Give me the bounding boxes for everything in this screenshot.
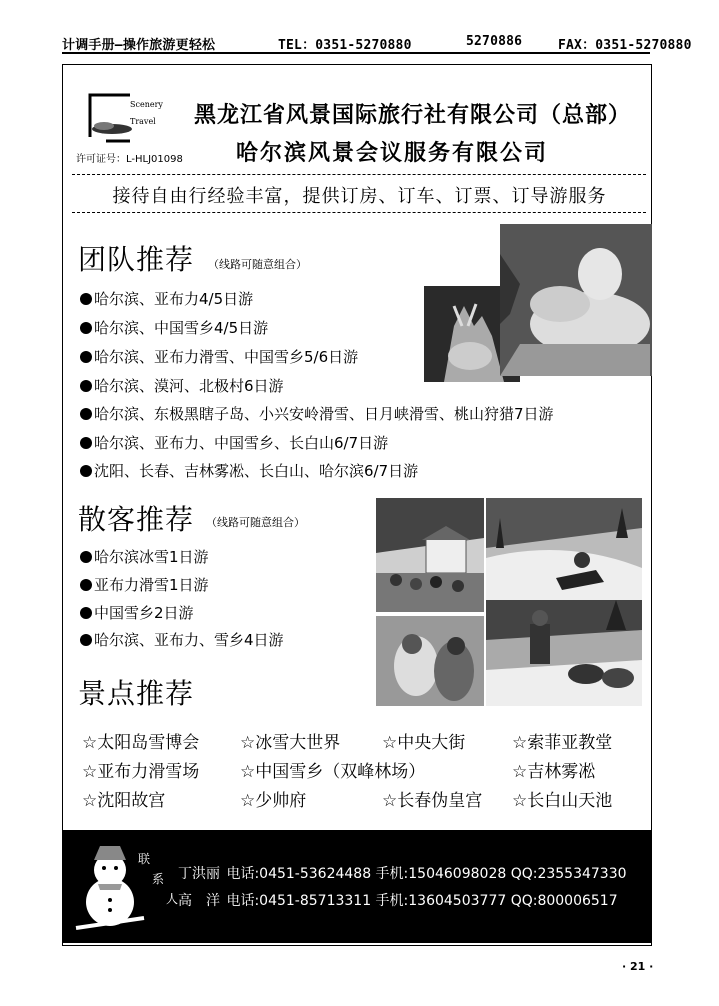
bullet-icon [80,551,92,563]
individual-section-title: 散客推荐 [78,503,195,536]
individual-section-note: （线路可随意组合） [206,516,305,529]
attraction-item: ☆长春伪皇宫 [382,791,483,811]
bullet-icon [80,408,92,420]
contact-details: 电话:0451-85713311 手机:13604503777 QQ:800006517 [226,893,618,909]
snow-village-group-photo [376,498,484,612]
individual-route: 哈尔滨、亚布力、雪乡4日游 [80,629,284,650]
group-route: 哈尔滨、亚布力滑雪、中国雪乡5/6日游 [80,346,358,367]
attraction-item: ☆沈阳故宫 [82,791,166,811]
header-fax: FAX：0351-5270880 [558,38,692,53]
page-number: · 21 · [622,960,654,973]
logo-text-travel: Travel [130,117,156,126]
bullet-icon [80,293,92,305]
group-route: 哈尔滨、东极黑瞎子岛、小兴安岭滑雪、日月峡滑雪、桃山狩猎7日游 [80,403,554,424]
header-slogan: 计调手册—操作旅游更轻松 [62,38,216,53]
page-header [62,32,692,54]
group-route: 哈尔滨、亚布力、中国雪乡、长白山6/7日游 [80,432,388,453]
attraction-item: ☆吉林雾凇 [512,762,596,782]
contact-person [178,890,618,910]
individual-route: 中国雪乡2日游 [80,602,194,623]
snow-sculpture-photo [500,224,652,376]
attraction-item: ☆索菲亚教堂 [512,733,613,753]
contact-details: 电话:0451-53624488 手机:15046098028 QQ:2355347330 [226,866,627,882]
company-name-main: 黑龙江省风景国际旅行社有限公司（总部） [194,103,632,128]
header-tel2: 5270886 [466,34,523,49]
contact-person [178,863,627,883]
contact-label-char: 系 [152,872,165,886]
attraction-item: ☆少帅府 [240,791,307,811]
contact-label-char: 联 [138,852,151,866]
bullet-icon [80,322,92,334]
dog-sled-photo [486,600,642,706]
bullet-icon [80,607,92,619]
tourists-in-snow-photo [376,616,484,706]
divider [72,174,646,175]
attraction-item: ☆亚布力滑雪场 [82,762,200,782]
group-route: 哈尔滨、漠河、北极村6日游 [80,375,284,396]
group-route: 沈阳、长春、吉林雾凇、长白山、哈尔滨6/7日游 [80,460,418,481]
logo-text-scenery: Scenery [130,100,163,109]
group-route: 哈尔滨、中国雪乡4/5日游 [80,317,268,338]
group-section-title: 团队推荐 [78,243,195,276]
group-section-note: （线路可随意组合） [208,258,307,271]
attraction-item: ☆太阳岛雪博会 [82,733,200,753]
individual-route: 亚布力滑雪1日游 [80,574,209,595]
bullet-icon [80,437,92,449]
header-tel: TEL：0351-5270880 [278,38,412,53]
company-name-sub: 哈尔滨风景会议服务有限公司 [236,141,549,166]
contact-bar [62,830,652,943]
contact-name: 丁洪丽 [178,866,220,882]
bullet-icon [80,465,92,477]
bullet-icon [80,380,92,392]
bullet-icon [80,579,92,591]
attraction-item: ☆冰雪大世界 [240,733,341,753]
contact-name: 高 洋 [178,893,220,909]
bullet-icon [80,351,92,363]
attraction-item: ☆中央大街 [382,733,466,753]
contact-label-char: 人 [166,892,179,906]
divider [72,212,646,213]
group-route: 哈尔滨、亚布力4/5日游 [80,288,253,309]
individual-route: 哈尔滨冰雪1日游 [80,546,209,567]
service-slogan: 接待自由行经验丰富，提供订房、订车、订票、订导游服务 [112,186,607,207]
bullet-icon [80,634,92,646]
attraction-item: ☆中国雪乡（双峰林场） [240,762,426,782]
license-number: 许可证号：L-HLJ01098 [76,154,183,165]
snowmobile-photo [486,498,642,612]
attraction-item: ☆长白山天池 [512,791,613,811]
attractions-section-title: 景点推荐 [78,677,195,710]
